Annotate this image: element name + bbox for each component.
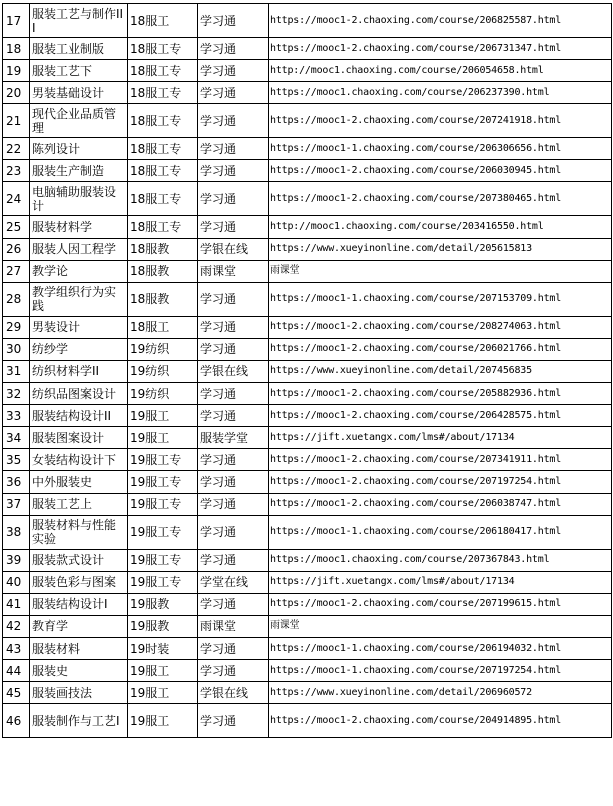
- platform-cell: 学习通: [198, 493, 269, 515]
- table-row: [3, 549, 612, 571]
- course-name-cell: 服装工业制版: [30, 38, 128, 60]
- table-row: [3, 405, 612, 427]
- row-number-cell: 30: [3, 338, 30, 360]
- course-name-cell: 男装设计: [30, 316, 128, 338]
- course-name-cell: 服装工艺上: [30, 493, 128, 515]
- table-row: [3, 704, 612, 738]
- platform-cell: 学银在线: [198, 238, 269, 260]
- table-row: [3, 38, 612, 60]
- platform-cell: 学习通: [198, 60, 269, 82]
- course-url-cell[interactable]: https://mooc1-2.chaoxing.com/course/207341911.html: [269, 449, 612, 471]
- class-cell: 19服工: [128, 682, 198, 704]
- table-row: [3, 182, 612, 216]
- platform-cell: 学习通: [198, 82, 269, 104]
- platform-cell: 学习通: [198, 282, 269, 316]
- row-number-cell: 33: [3, 405, 30, 427]
- class-cell: 19服工专: [128, 471, 198, 493]
- platform-cell: 服装学堂: [198, 427, 269, 449]
- class-cell: 19服工专: [128, 493, 198, 515]
- platform-cell: 学习通: [198, 160, 269, 182]
- course-url-cell[interactable]: https://mooc1-2.chaoxing.com/course/206428575.html: [269, 405, 612, 427]
- platform-cell: 学习通: [198, 383, 269, 405]
- row-number-cell: 25: [3, 216, 30, 238]
- course-url-cell[interactable]: https://mooc1-2.chaoxing.com/course/207199615.html: [269, 593, 612, 615]
- class-cell: 19时装: [128, 637, 198, 659]
- course-name-cell: 服装结构设计I: [30, 593, 128, 615]
- platform-cell: 学习通: [198, 38, 269, 60]
- class-cell: 19服工专: [128, 515, 198, 549]
- course-url-cell[interactable]: https://www.xueyinonline.com/detail/207456835: [269, 360, 612, 382]
- course-url-cell[interactable]: https://mooc1-2.chaoxing.com/course/205882936.html: [269, 383, 612, 405]
- table-row: [3, 338, 612, 360]
- course-name-cell: 服装人因工程学: [30, 238, 128, 260]
- course-url-cell[interactable]: https://mooc1-2.chaoxing.com/course/207197254.html: [269, 471, 612, 493]
- platform-cell: 学习通: [198, 593, 269, 615]
- table-row: [3, 515, 612, 549]
- class-cell: 19服工专: [128, 549, 198, 571]
- class-cell: 18服教: [128, 282, 198, 316]
- course-url-cell[interactable]: https://mooc1-2.chaoxing.com/course/206038747.html: [269, 493, 612, 515]
- platform-cell: 雨课堂: [198, 260, 269, 282]
- course-name-cell: 纺织材料学II: [30, 360, 128, 382]
- platform-cell: 学习通: [198, 405, 269, 427]
- table-row: [3, 571, 612, 593]
- class-cell: 19服工: [128, 660, 198, 682]
- course-url-cell[interactable]: 雨课堂: [269, 260, 612, 282]
- table-row: [3, 471, 612, 493]
- course-name-cell: 服装材料与性能实验: [30, 515, 128, 549]
- course-name-cell: 纺织品图案设计: [30, 383, 128, 405]
- row-number-cell: 23: [3, 160, 30, 182]
- platform-cell: 学堂在线: [198, 571, 269, 593]
- row-number-cell: 20: [3, 82, 30, 104]
- row-number-cell: 46: [3, 704, 30, 738]
- platform-cell: 学习通: [198, 515, 269, 549]
- course-url-cell[interactable]: https://mooc1-1.chaoxing.com/course/206306656.html: [269, 138, 612, 160]
- course-name-cell: 教学论: [30, 260, 128, 282]
- class-cell: 18服教: [128, 238, 198, 260]
- row-number-cell: 38: [3, 515, 30, 549]
- course-url-cell[interactable]: https://mooc1-1.chaoxing.com/course/207153709.html: [269, 282, 612, 316]
- platform-cell: 学习通: [198, 4, 269, 38]
- row-number-cell: 43: [3, 637, 30, 659]
- class-cell: 19服工专: [128, 449, 198, 471]
- course-name-cell: 纺纱学: [30, 338, 128, 360]
- platform-cell: 雨课堂: [198, 615, 269, 637]
- course-url-cell[interactable]: https://jift.xuetangx.com/lms#/about/17134: [269, 571, 612, 593]
- class-cell: 18服工专: [128, 182, 198, 216]
- row-number-cell: 29: [3, 316, 30, 338]
- platform-cell: 学习通: [198, 704, 269, 738]
- row-number-cell: 37: [3, 493, 30, 515]
- course-name-cell: 服装史: [30, 660, 128, 682]
- table-row: [3, 138, 612, 160]
- course-url-cell[interactable]: 雨课堂: [269, 615, 612, 637]
- class-cell: 18服工专: [128, 38, 198, 60]
- class-cell: 19服教: [128, 615, 198, 637]
- row-number-cell: 34: [3, 427, 30, 449]
- row-number-cell: 17: [3, 4, 30, 38]
- table-row: [3, 4, 612, 38]
- course-url-cell[interactable]: https://mooc1-2.chaoxing.com/course/206731347.html: [269, 38, 612, 60]
- row-number-cell: 39: [3, 549, 30, 571]
- table-row: [3, 593, 612, 615]
- course-url-cell[interactable]: https://mooc1-1.chaoxing.com/course/206180417.html: [269, 515, 612, 549]
- row-number-cell: 31: [3, 360, 30, 382]
- table-row: [3, 493, 612, 515]
- row-number-cell: 19: [3, 60, 30, 82]
- table-row: [3, 383, 612, 405]
- course-name-cell: 服装画技法: [30, 682, 128, 704]
- row-number-cell: 28: [3, 282, 30, 316]
- row-number-cell: 45: [3, 682, 30, 704]
- class-cell: 19纺织: [128, 360, 198, 382]
- course-url-cell[interactable]: https://mooc1.chaoxing.com/course/206237390.html: [269, 82, 612, 104]
- table-row: [3, 160, 612, 182]
- course-table: [2, 3, 612, 738]
- course-name-cell: 服装图案设计: [30, 427, 128, 449]
- course-url-cell[interactable]: https://mooc1-2.chaoxing.com/course/206825587.html: [269, 4, 612, 38]
- platform-cell: 学习通: [198, 316, 269, 338]
- table-row: [3, 82, 612, 104]
- class-cell: 19服工: [128, 427, 198, 449]
- class-cell: 18服教: [128, 260, 198, 282]
- course-url-cell[interactable]: https://www.xueyinonline.com/detail/205615813: [269, 238, 612, 260]
- course-name-cell: 教学组织行为实践: [30, 282, 128, 316]
- table-row: [3, 449, 612, 471]
- course-url-cell[interactable]: https://mooc1-2.chaoxing.com/course/207380465.html: [269, 182, 612, 216]
- platform-cell: 学习通: [198, 549, 269, 571]
- table-row: [3, 216, 612, 238]
- row-number-cell: 36: [3, 471, 30, 493]
- course-name-cell: 教育学: [30, 615, 128, 637]
- platform-cell: 学习通: [198, 660, 269, 682]
- table-row: [3, 360, 612, 382]
- class-cell: 18服工专: [128, 104, 198, 138]
- class-cell: 18服工专: [128, 138, 198, 160]
- class-cell: 18服工专: [128, 160, 198, 182]
- course-name-cell: 服装工艺与制作III: [30, 4, 128, 38]
- table-row: [3, 427, 612, 449]
- row-number-cell: 35: [3, 449, 30, 471]
- course-url-cell[interactable]: https://www.xueyinonline.com/detail/206960572: [269, 682, 612, 704]
- row-number-cell: 44: [3, 660, 30, 682]
- row-number-cell: 26: [3, 238, 30, 260]
- course-name-cell: 服装生产制造: [30, 160, 128, 182]
- table-row: [3, 282, 612, 316]
- row-number-cell: 41: [3, 593, 30, 615]
- course-name-cell: 服装制作与工艺I: [30, 704, 128, 738]
- class-cell: 18服工专: [128, 60, 198, 82]
- course-url-cell[interactable]: https://mooc1-2.chaoxing.com/course/204914895.html: [269, 704, 612, 738]
- table-row: [3, 615, 612, 637]
- class-cell: 19纺织: [128, 383, 198, 405]
- course-url-cell[interactable]: https://jift.xuetangx.com/lms#/about/17134: [269, 427, 612, 449]
- platform-cell: 学习通: [198, 138, 269, 160]
- row-number-cell: 40: [3, 571, 30, 593]
- class-cell: 18服工专: [128, 82, 198, 104]
- course-url-cell[interactable]: http://mooc1.chaoxing.com/course/203416550.html: [269, 216, 612, 238]
- course-name-cell: 服装款式设计: [30, 549, 128, 571]
- table-row: [3, 637, 612, 659]
- course-url-cell[interactable]: https://mooc1-1.chaoxing.com/course/206194032.html: [269, 637, 612, 659]
- course-url-cell[interactable]: https://mooc1-2.chaoxing.com/course/206030945.html: [269, 160, 612, 182]
- course-name-cell: 服装工艺下: [30, 60, 128, 82]
- course-name-cell: 电脑辅助服装设计: [30, 182, 128, 216]
- table-row: [3, 260, 612, 282]
- course-name-cell: 中外服装史: [30, 471, 128, 493]
- course-url-cell[interactable]: https://mooc1-1.chaoxing.com/course/207197254.html: [269, 660, 612, 682]
- course-url-cell[interactable]: http://mooc1.chaoxing.com/course/206054658.html: [269, 60, 612, 82]
- platform-cell: 学习通: [198, 104, 269, 138]
- course-name-cell: 服装材料学: [30, 216, 128, 238]
- table-row: [3, 316, 612, 338]
- class-cell: 19服工: [128, 704, 198, 738]
- platform-cell: 学习通: [198, 471, 269, 493]
- course-name-cell: 女装结构设计下: [30, 449, 128, 471]
- platform-cell: 学银在线: [198, 360, 269, 382]
- class-cell: 18服工专: [128, 216, 198, 238]
- table-row: [3, 660, 612, 682]
- course-name-cell: 服装材料: [30, 637, 128, 659]
- row-number-cell: 18: [3, 38, 30, 60]
- table-row: [3, 682, 612, 704]
- class-cell: 18服工: [128, 4, 198, 38]
- row-number-cell: 27: [3, 260, 30, 282]
- platform-cell: 学习通: [198, 637, 269, 659]
- course-name-cell: 现代企业品质管理: [30, 104, 128, 138]
- row-number-cell: 22: [3, 138, 30, 160]
- course-name-cell: 陈列设计: [30, 138, 128, 160]
- course-url-cell[interactable]: https://mooc1.chaoxing.com/course/207367843.html: [269, 549, 612, 571]
- class-cell: 18服工: [128, 316, 198, 338]
- course-name-cell: 服装色彩与图案: [30, 571, 128, 593]
- table-row: [3, 104, 612, 138]
- platform-cell: 学习通: [198, 338, 269, 360]
- class-cell: 19服教: [128, 593, 198, 615]
- course-table-body: [3, 4, 612, 738]
- class-cell: 19服工: [128, 405, 198, 427]
- table-row: [3, 60, 612, 82]
- course-name-cell: 男装基础设计: [30, 82, 128, 104]
- course-name-cell: 服装结构设计II: [30, 405, 128, 427]
- platform-cell: 学银在线: [198, 682, 269, 704]
- row-number-cell: 24: [3, 182, 30, 216]
- course-url-cell[interactable]: https://mooc1-2.chaoxing.com/course/208274063.html: [269, 316, 612, 338]
- table-row: [3, 238, 612, 260]
- class-cell: 19纺织: [128, 338, 198, 360]
- row-number-cell: 32: [3, 383, 30, 405]
- course-url-cell[interactable]: https://mooc1-2.chaoxing.com/course/207241918.html: [269, 104, 612, 138]
- platform-cell: 学习通: [198, 182, 269, 216]
- class-cell: 19服工专: [128, 571, 198, 593]
- course-url-cell[interactable]: https://mooc1-2.chaoxing.com/course/206021766.html: [269, 338, 612, 360]
- row-number-cell: 21: [3, 104, 30, 138]
- platform-cell: 学习通: [198, 449, 269, 471]
- row-number-cell: 42: [3, 615, 30, 637]
- platform-cell: 学习通: [198, 216, 269, 238]
